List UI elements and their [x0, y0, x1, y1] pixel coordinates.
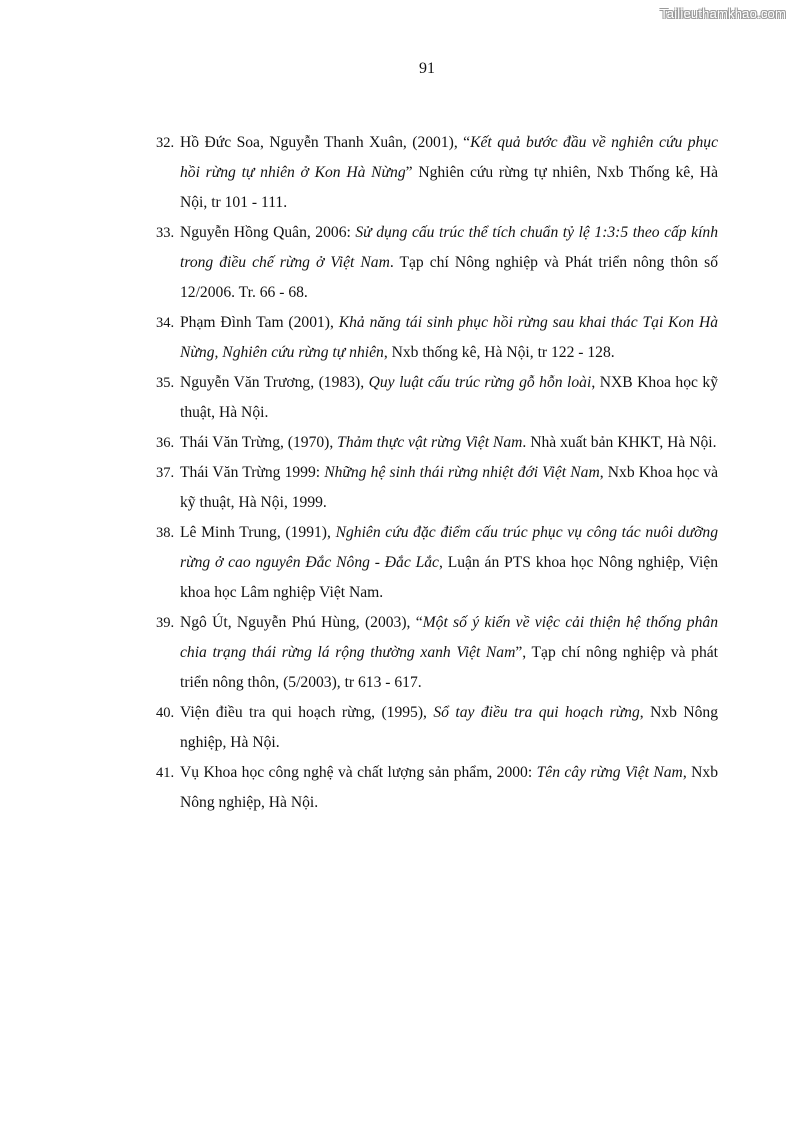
reference-number: 37.: [156, 465, 175, 481]
reference-text: , Luận án PTS khoa học Nông nghiệp, Viện khoa học Lâm nghiệp Việt Nam.: [180, 554, 718, 601]
reference-number: 32.: [156, 135, 175, 151]
reference-title: Khả năng tái sinh phục hồi rừng sau khai thác Tại Kon Hà Nừng, Nghiên cứu rừng tự nhiên: [180, 314, 718, 361]
reference-title: Những hệ sinh thái rừng nhiệt đới Việt Nam: [324, 464, 600, 481]
reference-item: [156, 428, 718, 458]
reference-item: [156, 698, 718, 758]
reference-text: . Tạp chí Nông nghiệp và Phát triển nông thôn số 12/2006. Tr. 66 - 68.: [180, 254, 718, 301]
reference-text: Hồ Đức Soa, Nguyễn Thanh Xuân, (2001), “: [180, 134, 471, 151]
reference-text: , Nxb Nông nghiệp, Hà Nội.: [180, 764, 718, 811]
reference-text: , Nxb thống kê, Hà Nội, tr 122 - 128.: [383, 344, 615, 361]
reference-text: ”, Tạp chí nông nghiệp và phát triển nông thôn, (5/2003), tr 613 - 617.: [180, 644, 719, 691]
reference-number: 38.: [156, 525, 175, 541]
reference-text: , Nxb Nông nghiệp, Hà Nội.: [180, 704, 718, 751]
reference-text: Thái Văn Trừng 1999:: [180, 464, 325, 481]
reference-item: [156, 608, 718, 698]
reference-title: Sổ tay điều tra qui hoạch rừng: [433, 704, 640, 721]
reference-text: Phạm Đình Tam (2001),: [180, 314, 339, 331]
reference-title: Quy luật cấu trúc rừng gỗ hỗn loài: [368, 374, 592, 391]
reference-number: 40.: [156, 705, 175, 721]
reference-text: ” Nghiên cứu rừng tự nhiên, Nxb Thống kê, Hà Nội, tr 101 - 111.: [180, 164, 718, 211]
reference-number: 34.: [156, 315, 175, 331]
reference-item: [156, 218, 718, 308]
reference-item: [156, 308, 718, 368]
reference-text: Nguyễn Hồng Quân, 2006:: [180, 224, 356, 241]
reference-list: [156, 128, 718, 818]
reference-text: Ngô Út, Nguyễn Phú Hùng, (2003), “: [180, 614, 423, 631]
reference-text: . Nhà xuất bản KHKT, Hà Nội.: [522, 434, 717, 451]
reference-number: 41.: [156, 765, 175, 781]
watermark-text: Tailieuthamkhao.com: [660, 6, 786, 21]
page-number: 91: [419, 60, 435, 77]
reference-title: Tên cây rừng Việt Nam: [536, 764, 683, 781]
reference-item: [156, 128, 718, 218]
reference-text: Thái Văn Trừng, (1970),: [180, 434, 338, 451]
reference-number: 36.: [156, 435, 175, 451]
reference-item: [156, 368, 718, 428]
reference-item: [156, 458, 718, 518]
reference-item: [156, 758, 718, 818]
reference-text: Nguyễn Văn Trương, (1983),: [180, 374, 369, 391]
reference-title: Thảm thực vật rừng Việt Nam: [337, 434, 523, 451]
reference-number: 35.: [156, 375, 175, 391]
reference-item: [156, 518, 718, 608]
reference-text: Lê Minh Trung, (1991),: [180, 524, 336, 541]
reference-text: Vụ Khoa học công nghệ và chất lượng sản phẩm, 2000:: [180, 764, 537, 781]
reference-title: Sử dụng cấu trúc thể tích chuẩn tỷ lệ 1:3:5 theo cấp kính trong điều chế rừng ở Việt Nam: [180, 224, 718, 271]
reference-text: , Nxb Khoa học và kỹ thuật, Hà Nội, 1999.: [180, 464, 719, 511]
reference-title: Một số ý kiến về việc cải thiện hệ thống phân chia trạng thái rừng lá rộng thường xanh Việt Nam: [180, 614, 718, 661]
reference-text: Viện điều tra qui hoạch rừng, (1995),: [180, 704, 434, 721]
reference-number: 33.: [156, 225, 175, 241]
reference-number: 39.: [156, 615, 175, 631]
reference-text: , NXB Khoa học kỹ thuật, Hà Nội.: [180, 374, 718, 421]
reference-title: Kết quả bước đầu về nghiên cứu phục hồi rừng tự nhiên ở Kon Hà Nừng: [180, 134, 719, 181]
reference-title: Nghiên cứu đặc điểm cấu trúc phục vụ công tác nuôi dưỡng rừng ở cao nguyên Đắc Nông - Đắc Lắc: [180, 524, 719, 571]
